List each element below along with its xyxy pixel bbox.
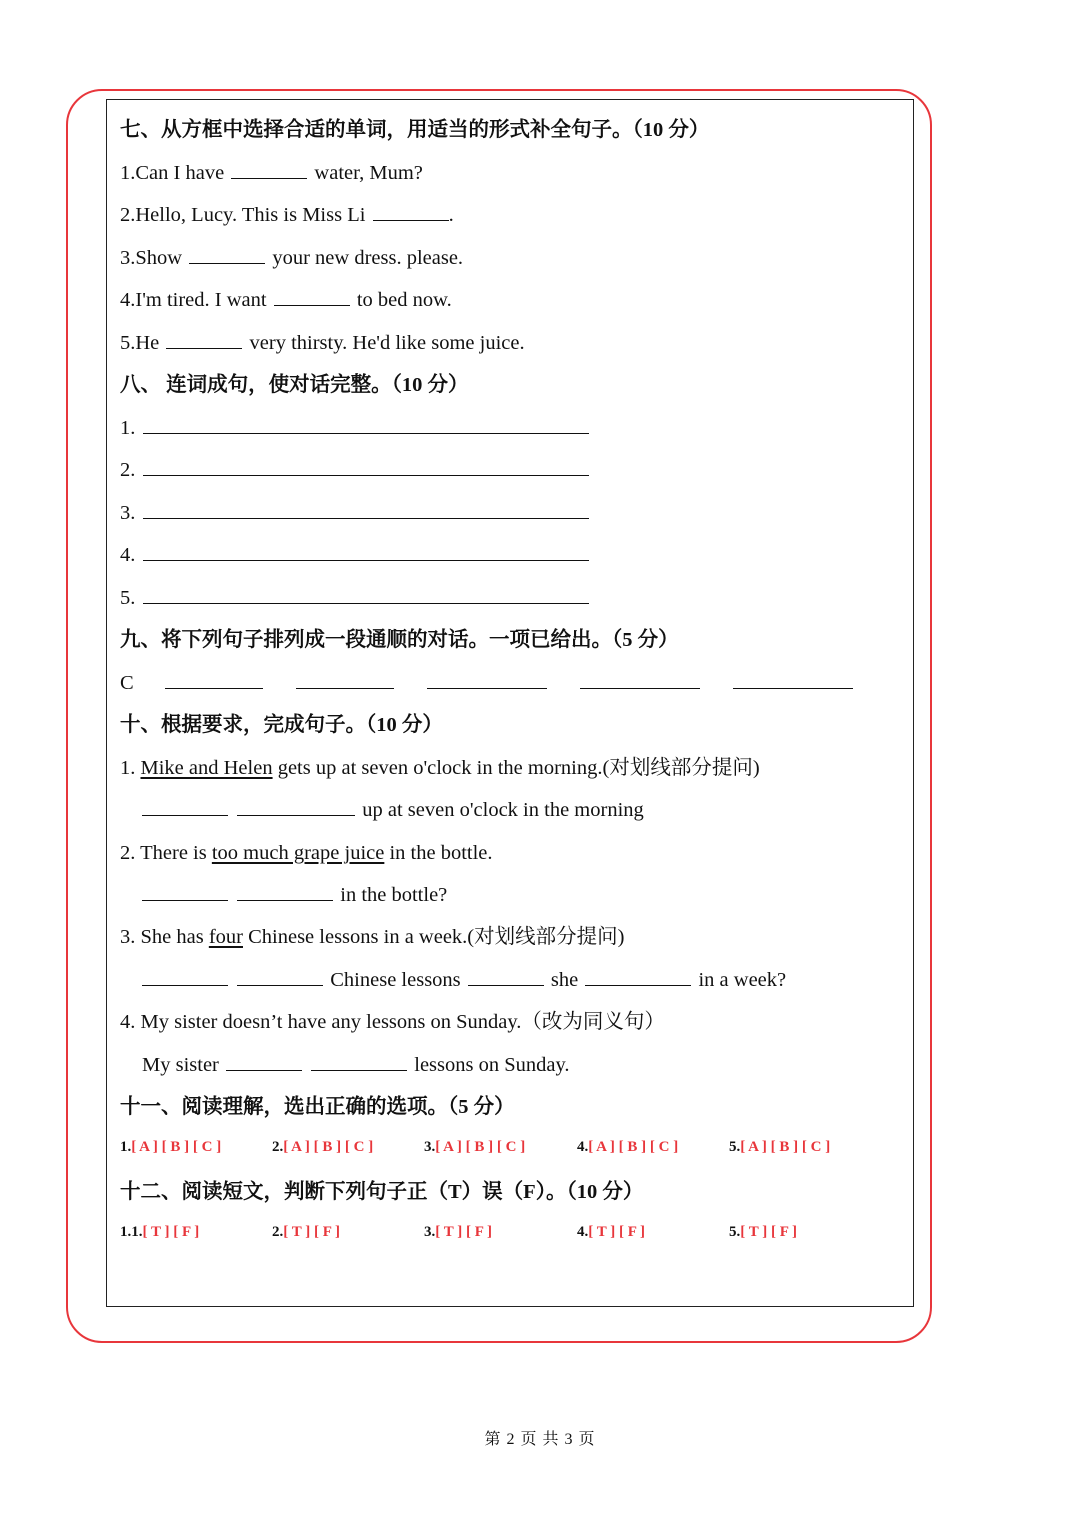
item-text: in the bottle? [340,884,448,906]
blank-field[interactable] [373,202,449,221]
item-text: 1. [120,757,136,779]
section-10-q3 [120,924,624,950]
section-8-item-1 [120,415,591,441]
answer-choice-2[interactable] [272,1139,373,1156]
answer-line[interactable] [143,542,589,561]
answer-number: 2. [272,1224,284,1240]
answer-line[interactable] [143,415,589,434]
answer-tf-4[interactable] [577,1224,645,1241]
answer-number: 2. [272,1139,284,1155]
item-text: 2. There is [120,842,207,864]
underlined-phrase: Mike and Helen [140,757,273,779]
section-12-title: 十二、阅读短文，判断下列句子正（T）误（F）。（10 分） [120,1181,644,1203]
page-footer: 第 2 页 共 3 页 [484,1431,596,1448]
answer-number: 1. [120,1139,132,1155]
answer-line[interactable] [143,457,589,476]
answer-number: 1.1. [120,1224,143,1240]
item-number: 3. [120,502,136,524]
section-10-q2-answer [142,882,447,908]
answer-tf-2[interactable] [272,1224,340,1241]
section-8-item-4 [120,542,591,568]
section-10-q3-answer [142,967,786,993]
blank-field[interactable] [231,160,307,179]
answer-tf-5[interactable] [729,1224,797,1241]
blank-field[interactable] [142,797,228,816]
blank-field[interactable] [226,1052,302,1071]
answer-line[interactable] [143,500,589,519]
order-blank[interactable] [165,670,263,689]
answer-options[interactable]: [ T ] [ F ] [142,1224,200,1240]
blank-field[interactable] [311,1052,407,1071]
blank-field[interactable] [142,882,228,901]
answer-options[interactable]: [ T ] [ F ] [588,1224,646,1240]
blank-field[interactable] [274,287,350,306]
answer-number: 4. [577,1224,589,1240]
underlined-phrase: too much grape juice [211,842,385,864]
answer-options[interactable]: [ T ] [ F ] [435,1224,493,1240]
order-blank[interactable] [296,670,394,689]
item-number: 2. [120,459,136,481]
section-8-item-2 [120,457,591,483]
section-7-item-3 [120,245,463,271]
answer-choice-4[interactable] [577,1139,678,1156]
answer-options[interactable]: [ A ] [ B ] [ C ] [435,1139,526,1155]
section-10-q1 [120,755,760,781]
section-7-heading [120,117,709,143]
item-text: your new dress. please. [272,247,464,269]
blank-field[interactable] [237,882,333,901]
answer-number: 5. [729,1139,741,1155]
answer-line[interactable] [143,585,589,604]
blank-field[interactable] [189,245,265,264]
item-text: to bed now. [356,289,452,311]
answer-choice-3[interactable] [424,1139,525,1156]
answer-options[interactable]: [ A ] [ B ] [ C ] [283,1139,374,1155]
answer-number: 3. [424,1139,436,1155]
given-item: C [120,672,134,694]
item-text: My sister [142,1054,219,1076]
section-8-item-5 [120,585,591,611]
item-text: 4.I'm tired. I want [120,289,267,311]
blank-field[interactable] [237,797,355,816]
item-number: 5. [120,587,136,609]
answer-number: 5. [729,1224,741,1240]
order-blank[interactable] [733,670,853,689]
answer-tf-3[interactable] [424,1224,492,1241]
answer-choice-5[interactable] [729,1139,830,1156]
section-7-item-4 [120,287,452,313]
answer-area-box [106,99,914,1307]
item-text: in a week? [698,969,787,991]
section-7-item-5 [120,330,525,356]
order-blank[interactable] [427,670,547,689]
answer-options[interactable]: [ A ] [ B ] [ C ] [740,1139,831,1155]
order-blank[interactable] [580,670,700,689]
item-text: gets up at seven o'clock in the morning.(对划线部分提问) [277,757,760,779]
section-7-score: （10 分） [632,119,710,141]
section-7-title: 七、从方框中选择合适的单词，用适当的形式补全句子。 [120,119,633,141]
answer-number: 4. [577,1139,589,1155]
answer-options[interactable]: [ A ] [ B ] [ C ] [588,1139,679,1155]
item-text: she [550,969,579,991]
item-text: . [448,204,454,226]
section-7-item-2 [120,202,454,228]
item-text: 1.Can I have [120,162,225,184]
item-text: very thirsty. He'd like some juice. [249,332,525,354]
answer-number: 3. [424,1224,436,1240]
section-11-title: 十一、阅读理解，选出正确的选项。（5 分） [120,1096,515,1118]
section-9-order-row [120,670,855,696]
section-7-item-1 [120,160,423,186]
item-text: in the bottle. [389,842,493,864]
section-9-title: 九、将下列句子排列成一段通顺的对话。一项已给出。（5 分） [120,629,679,651]
item-text: lessons on Sunday. [414,1054,570,1076]
section-10-title: 十、根据要求，完成句子。（10 分） [120,714,443,736]
item-text: Chinese lessons in a week.(对划线部分提问) [248,926,625,948]
blank-field[interactable] [585,967,691,986]
item-number: 4. [120,544,136,566]
blank-field[interactable] [237,967,323,986]
item-text: Chinese lessons [330,969,461,991]
section-8-item-3 [120,500,591,526]
answer-choice-1[interactable] [120,1139,221,1156]
answer-options[interactable]: [ T ] [ F ] [740,1224,798,1240]
answer-options[interactable]: [ T ] [ F ] [283,1224,341,1240]
section-8-title: 八、 连词成句，使对话完整。（10 分） [120,374,469,396]
answer-tf-1[interactable] [120,1224,199,1241]
section-10-q2 [120,840,493,866]
blank-field[interactable] [166,330,242,349]
answer-options[interactable]: [ A ] [ B ] [ C ] [131,1139,222,1155]
underlined-word: four [208,926,243,948]
item-text: 2.Hello, Lucy. This is Miss Li [120,204,366,226]
section-10-q4-answer [142,1052,570,1078]
blank-field[interactable] [142,967,228,986]
section-10-q1-answer [142,797,644,823]
item-number: 1. [120,417,136,439]
item-text: water, Mum? [314,162,423,184]
section-10-q4: 4. My sister doesn’t have any lessons on Sunday.（改为同义句） [120,1011,665,1033]
item-text: 3.Show [120,247,183,269]
item-text: 3. She has [120,926,204,948]
item-text: up at seven o'clock in the morning [362,799,644,821]
item-text: 5.He [120,332,160,354]
blank-field[interactable] [468,967,544,986]
